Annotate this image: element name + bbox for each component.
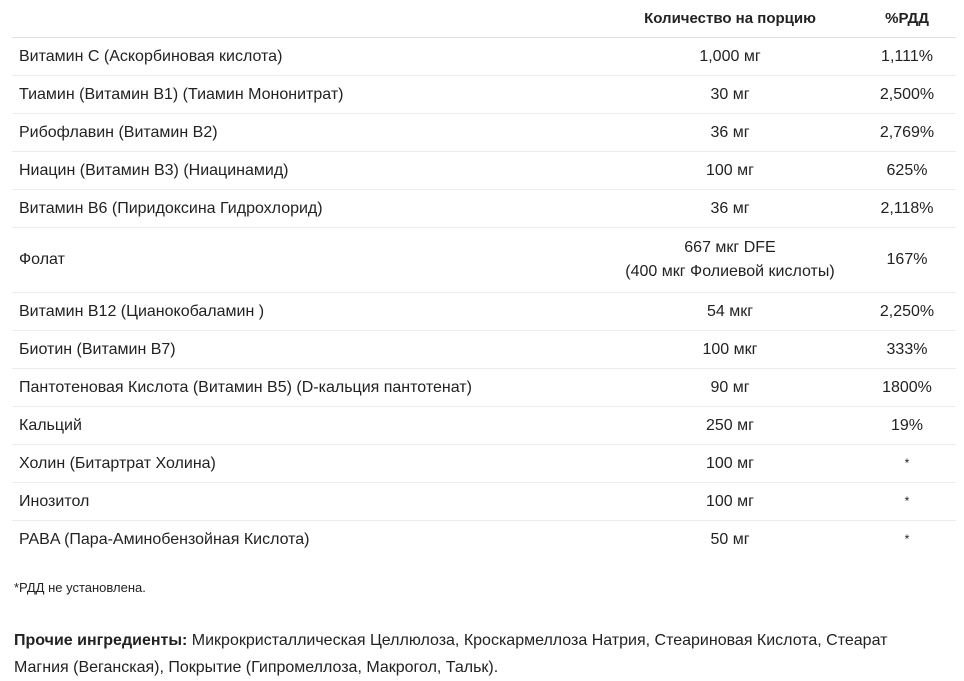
daily-value-percent: 2,769% (858, 114, 956, 152)
amount-per-serving (602, 445, 858, 483)
supplement-facts (12, 0, 956, 558)
amount-line: 90 мг (710, 378, 750, 396)
daily-value-percent: 2,500% (858, 76, 956, 114)
table-row (12, 228, 956, 293)
daily-value-percent: 19% (858, 407, 956, 445)
daily-value-percent: 1800% (858, 369, 956, 407)
amount-per-serving (602, 293, 858, 331)
amount-per-serving (602, 152, 858, 190)
nutrient-name: Кальций (12, 407, 602, 445)
table-row (12, 521, 956, 559)
table-row (12, 483, 956, 521)
daily-value-percent: * (858, 483, 956, 521)
daily-value-percent: 2,250% (858, 293, 956, 331)
amount-line: 100 мг (706, 454, 754, 472)
amount-line: (400 мкг Фолиевой кислоты) (625, 263, 835, 280)
amount-line: 36 мг (710, 199, 750, 217)
header-nutrient (12, 0, 602, 38)
daily-value-percent: 1,111% (858, 38, 956, 76)
nutrient-name: Фолат (12, 228, 602, 293)
daily-value-percent: 333% (858, 331, 956, 369)
table-body (12, 38, 956, 559)
supplement-facts-table (12, 0, 956, 558)
amount-per-serving (602, 331, 858, 369)
table-row (12, 369, 956, 407)
amount-line: 36 мг (710, 123, 750, 141)
amount-per-serving (602, 38, 858, 76)
table-row (12, 114, 956, 152)
table-row (12, 407, 956, 445)
nutrient-name: Витамин В6 (Пиридоксина Гидрохлорид) (12, 190, 602, 228)
header-daily-value: %РДД (858, 0, 956, 38)
nutrient-name: Витамин С (Аскорбиновая кислота) (12, 38, 602, 76)
other-ingredients-text: Микрокристаллическая Целлюлоза, Кроскармеллоза Натрия, Стеариновая Кислота, Стеарат Магния (Веганская), Покрытие (Гипромеллоза, Макрогол, Тальк). (14, 632, 888, 676)
other-ingredients-label: Прочие ингредиенты: (14, 632, 188, 649)
amount-per-serving (602, 521, 858, 559)
table-row (12, 190, 956, 228)
nutrient-name: Тиамин (Витамин В1) (Тиамин Мононитрат) (12, 76, 602, 114)
daily-value-percent: * (858, 445, 956, 483)
amount-per-serving (602, 369, 858, 407)
amount-line: 100 мг (706, 161, 754, 179)
nutrient-name: PABA (Пара-Аминобензойная Кислота) (19, 530, 310, 548)
amount-per-serving (602, 190, 858, 228)
table-header-row (12, 0, 956, 38)
table-row (12, 38, 956, 76)
daily-value-percent: 167% (858, 228, 956, 293)
table-row (12, 445, 956, 483)
nutrient-name: Ниацин (Витамин В3) (Ниацинамид) (12, 152, 602, 190)
amount-line: 667 мкг DFE (684, 239, 776, 256)
nutrient-name: Биотин (Витамин В7) (12, 331, 602, 369)
nutrient-name: Пантотеновая Кислота (Витамин В5) (D-кальция пантотенат) (12, 369, 602, 407)
amount-per-serving (602, 483, 858, 521)
table-row (12, 76, 956, 114)
amount-per-serving (602, 76, 858, 114)
amount-per-serving (602, 114, 858, 152)
table-row (12, 331, 956, 369)
table-row (12, 293, 956, 331)
amount-line: 250 мг (706, 416, 754, 434)
header-amount-per-serving: Количество на порцию (602, 0, 858, 38)
amount-line: 50 мг (710, 530, 750, 548)
nutrient-name: Холин (Битартрат Холина) (12, 445, 602, 483)
daily-value-percent: 2,118% (858, 190, 956, 228)
amount-line: 30 мг (710, 85, 750, 103)
amount-line: 1,000 мг (699, 47, 761, 65)
table-row (12, 152, 956, 190)
daily-value-percent: 625% (858, 152, 956, 190)
daily-value-percent: * (904, 532, 910, 547)
nutrient-name: Инозитол (12, 483, 602, 521)
amount-per-serving (602, 228, 858, 293)
footnote: *РДД не установлена. (14, 580, 146, 595)
other-ingredients (14, 627, 944, 681)
amount-per-serving (602, 407, 858, 445)
nutrient-name: Витамин В12 (Цианокобаламин ) (12, 293, 602, 331)
nutrient-name: Рибофлавин (Витамин В2) (12, 114, 602, 152)
amount-line: 100 мг (706, 492, 754, 510)
amount-line: 54 мкг (706, 302, 754, 320)
amount-line: 100 мкг (702, 340, 758, 358)
